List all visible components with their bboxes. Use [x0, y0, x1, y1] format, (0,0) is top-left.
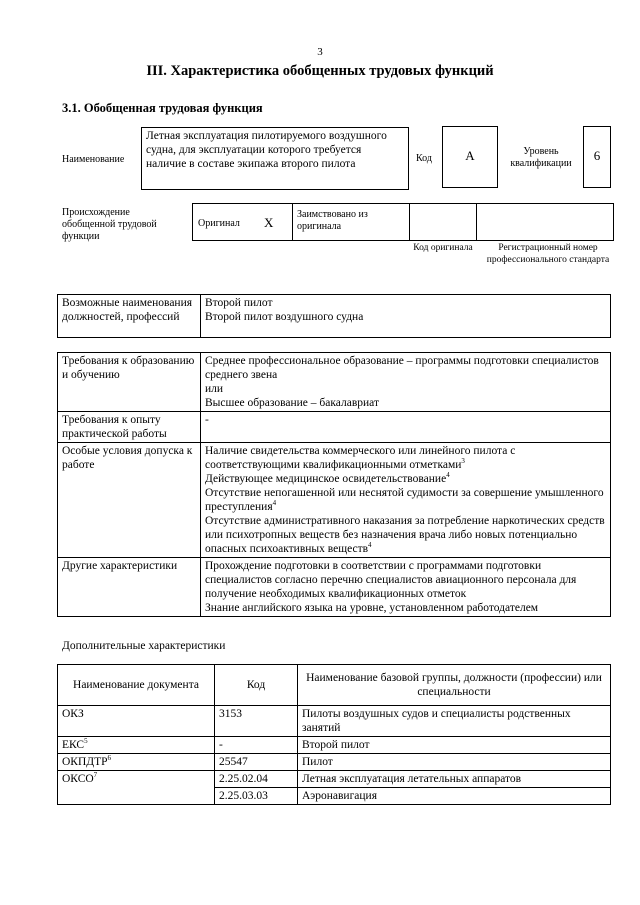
- footnote-4: 4: [446, 471, 450, 480]
- row-code: -: [215, 737, 298, 754]
- education-label: Требования к образованию и обучению: [58, 353, 201, 412]
- table-row: [58, 706, 611, 737]
- table-row: [58, 771, 611, 788]
- education-line: Среднее профессиональное образование – программы подготовки специалистов среднего звена: [205, 355, 599, 381]
- other-values: [201, 558, 611, 617]
- additional-title: Дополнительные характеристики: [62, 640, 226, 652]
- admission-line: Отсутствие непогашенной или неснятой судимости за совершение умышленного преступления$^4$: [205, 487, 604, 513]
- row-doc: ОКПДТР$^6$: [58, 754, 215, 771]
- positions-values: [201, 295, 611, 338]
- subsection-title: 3.1. Обобщенная трудовая функция: [62, 101, 263, 115]
- other-label: Другие характеристики: [58, 558, 201, 617]
- code-box: [442, 126, 498, 188]
- row-code: 2.25.03.03: [215, 788, 298, 805]
- page-number: 3: [317, 46, 323, 58]
- experience-value: -: [201, 412, 611, 443]
- row-name: Летная эксплуатация летательных аппаратов: [298, 771, 611, 788]
- header-code: Код: [215, 665, 298, 706]
- table-row: [58, 737, 611, 754]
- row-name: Пилоты воздушных судов и специалисты родственных занятий: [298, 706, 611, 737]
- level-box: [583, 126, 611, 188]
- admission-line: Действующее медицинское освидетельствование$^4$: [205, 471, 450, 485]
- reg-number-caption: Регистрационный номер профессионального стандарта: [486, 243, 610, 265]
- table-row: [58, 754, 611, 771]
- admission-line: Наличие свидетельства коммерческого или линейного пилота с соответствующими квалификационными отметками$^3$: [205, 445, 516, 471]
- position-item: Второй пилот воздушного судна: [205, 311, 364, 323]
- row-name: Второй пилот: [298, 737, 611, 754]
- row-code: 2.25.02.04: [215, 771, 298, 788]
- row-name: Пилот: [298, 754, 611, 771]
- original-label: Оригинал: [198, 218, 240, 229]
- level-label: Уровень квалификации: [510, 146, 572, 169]
- origin-label: Происхождение обобщенной трудовой функции: [62, 207, 157, 242]
- borrowed-label: Заимствовано из оригинала: [297, 209, 368, 232]
- footnote-4: 4: [272, 499, 277, 508]
- code-label: Код: [416, 153, 432, 164]
- header-group: Наименование базовой группы, должности (профессии) или специальности: [298, 665, 611, 706]
- other-line: Знание английского языка на уровне, установленном работодателем: [205, 602, 539, 614]
- code-original-caption: Код оригинала: [413, 243, 473, 253]
- level-value: 6: [593, 148, 601, 163]
- education-values: [201, 353, 611, 412]
- additional-table: [57, 664, 611, 805]
- row-code: 25547: [215, 754, 298, 771]
- position-item: Второй пилот: [205, 297, 273, 309]
- header-document: Наименование документа: [58, 665, 215, 706]
- row-name: Аэронавигация: [298, 788, 611, 805]
- admission-label: Особые условия допуска к работе: [58, 443, 201, 558]
- positions-table: [57, 294, 611, 338]
- naming-label: Наименование: [62, 154, 125, 165]
- row-doc: ЕКС$^5$: [58, 737, 215, 754]
- positions-label: Возможные наименования должностей, профессий: [58, 295, 201, 338]
- education-line: или: [205, 383, 224, 395]
- section-title: III. Характеристика обобщенных трудовых функций: [146, 63, 494, 79]
- admission-line: Отсутствие административного наказания за потребление наркотических средств или психотропных веществ без назначения врача либо новых потенциально опасных психоактивных веществ$^4$: [205, 515, 605, 555]
- footnote-3: 3: [461, 457, 465, 466]
- other-line: Прохождение подготовки в соответствии с программами подготовки специалистов согласно перечню специалистов авиационного персонала для получение необходимых квалификационных отметок: [205, 560, 577, 600]
- footnote-4: 4: [368, 541, 372, 550]
- row-code: 3153: [215, 706, 298, 737]
- original-mark: X: [264, 215, 274, 230]
- row-doc: ОКЗ: [58, 706, 215, 737]
- education-line: Высшее образование – бакалавриат: [205, 397, 379, 409]
- naming-value: Летная эксплуатация пилотируемого воздушного судна, для эксплуатации которого требуется наличие в составе экипажа второго пилота: [141, 127, 409, 190]
- requirements-table: [57, 352, 611, 617]
- code-value: А: [465, 148, 475, 163]
- experience-label: Требования к опыту практической работы: [58, 412, 201, 443]
- admission-values: [201, 443, 611, 558]
- row-doc: ОКСО$^7$: [58, 771, 215, 805]
